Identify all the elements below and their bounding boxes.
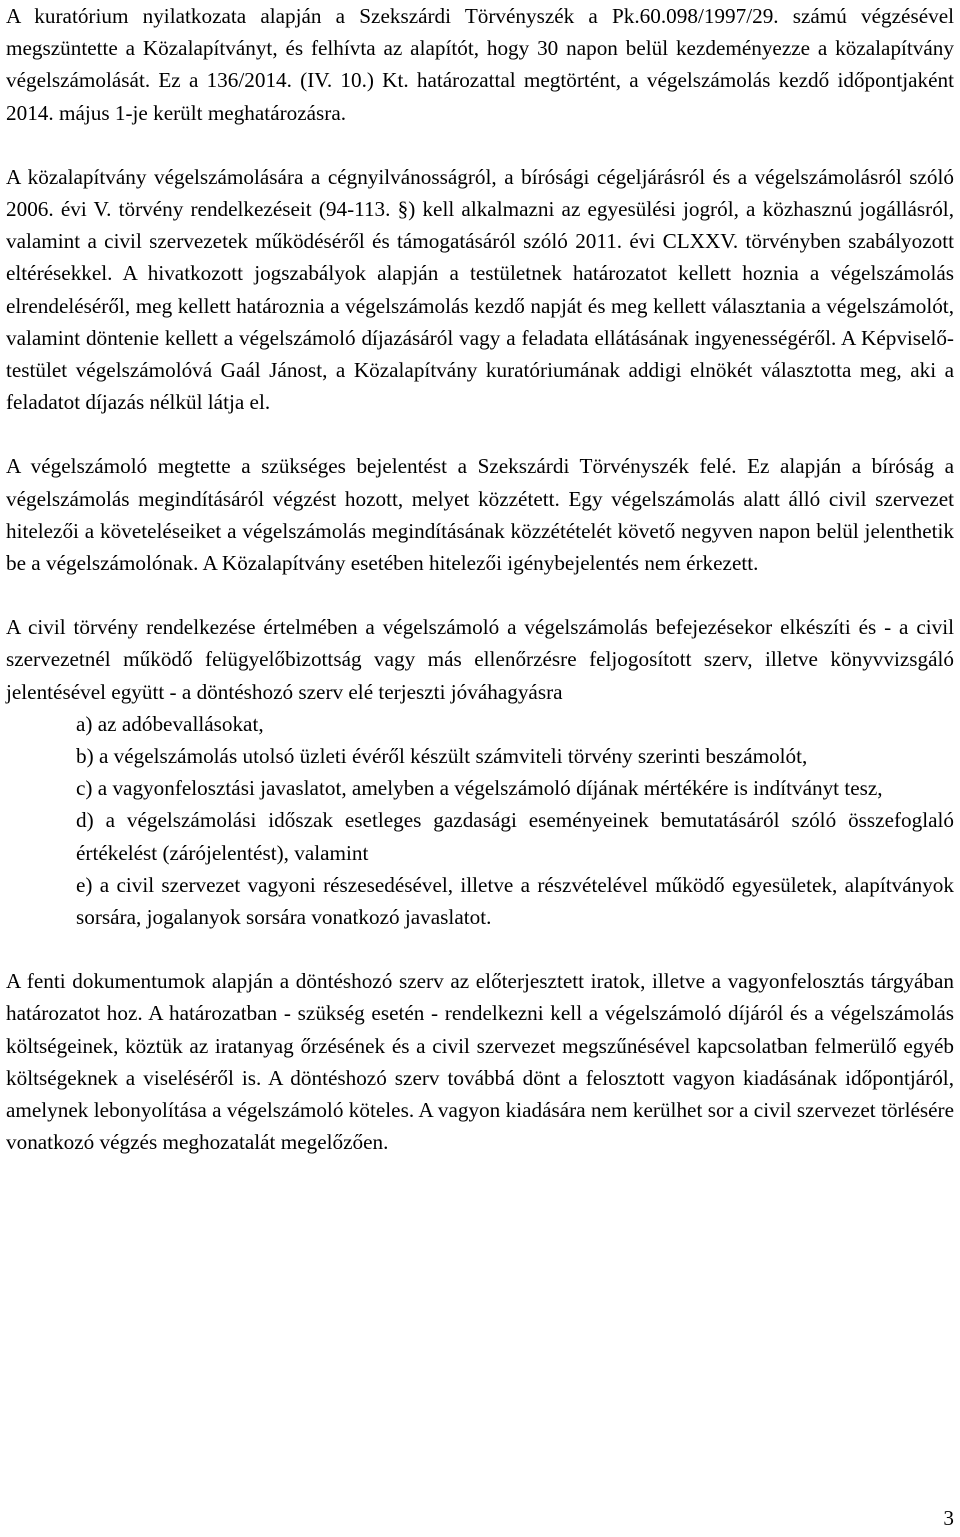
list-item: e) a civil szervezet vagyoni részesedésével, illetve a részvételével működő egyesületek, alapítványok sorsára, jogalanyok sorsára vonatkozó javaslatot.	[76, 872, 954, 930]
paragraph-dissolution: A kuratórium nyilatkozata alapján a Szekszárdi Törvényszék a Pk.60.098/1997/29. számú végzésével megszüntette a Közalapítványt, és felhívta az alapítót, hogy 30 napon belül kezdeményezze a közalapítvány végelszámolását. Ez a 136/2014. (IV. 10.) Kt. határozattal megtörtént, a végelszámolás kezdő időpontjaként 2014. május 1-je került meghatározásra.	[6, 4, 954, 125]
paragraph-civil-law: A civil törvény rendelkezése értelmében a végelszámoló a végelszámolás befejezésekor elkészíti és - a civil szervezetnél működő felügyelőbizottság vagy más ellenőrzésre feljogosított szerv, illetve könyvvizsgáló jelentésével együtt - a döntéshozó szerv elé terjeszti jóváhagyásra	[6, 615, 954, 704]
list-item: d) a végelszámolási időszak esetleges gazdasági eseményeinek bemutatásáról szóló összefoglaló értékelést (zárójelentést), valamint	[76, 808, 954, 865]
paragraph-court-notification: A végelszámoló megtette a szükséges bejelentést a Szekszárdi Törvényszék felé. Ez alapján a bíróság a végelszámolás megindításáról végzést hozott, melyet közzétett. Egy végelszámolás alatt álló civil szervezet hitelezői a követeléseiket a végelszámolás megindításának közzétételét követő negyven napon belül jelenthetik be a végelszámolónak. A Közalapítvány esetében hitelezői igénybejelentés nem érkezett.	[6, 454, 954, 576]
list-item: a) az adóbevallásokat,	[76, 711, 264, 736]
list-item: b) a végelszámolás utolsó üzleti évéről készült számviteli törvény szerinti beszámolót,	[76, 744, 808, 769]
document-list	[6, 708, 954, 933]
paragraph-closing: A fenti dokumentumok alapján a döntéshozó szerv az előterjesztett iratok, illetve a vagyonfelosztás tárgyában határozatot hoz. A határozatban - szükség esetén - rendelkezni kell a végelszámoló díjáról és a végelszámolás költségeinek, köztük az iratanyag őrzésének és a civil szervezet megszűnésével kapcsolatban felmerülő egyéb költségeknek a viseléséről is. A döntéshozó szerv továbbá dönt a felosztott vagyon kiadásának időpontjáról, amelynek lebonyolítása a végelszámoló köteles. A vagyon kiadására nem kerülhet sor a civil szervezet törlésére vonatkozó végzés meghozatalát megelőzően.	[6, 969, 954, 1155]
paragraph-legal-basis: A közalapítvány végelszámolására a cégnyilvánosságról, a bírósági cégeljárásról és a végelszámolásról szóló 2006. évi V. törvény rendelkezéseit (94-113. §) kell alkalmazni az egyesülési jogról, a közhasznú jogállásról, valamint a civil szervezetek működéséről és támogatásáról szóló 2011. évi CLXXV. törvényben szabályozott eltérésekkel. A hivatkozott jogszabályok alapján a testületnek határozatot kellett hoznia a végelszámolás elrendeléséről, meg kellett határoznia a végelszámolás kezdő napját és meg kellett választania a végelszámolót, valamint döntenie kellett a végelszámoló díjazásáról vagy a feladata ellátásának ingyenességéről. A Képviselő-testület végelszámolóvá Gaál Jánost, a Közalapítvány kuratóriumának addigi elnökét választotta meg, aki a feladatot díjazás nélkül látja el.	[6, 164, 954, 415]
list-item: c) a vagyonfelosztási javaslatot, amelyben a végelszámoló díjának mértékére is indítványt tesz,	[76, 776, 883, 801]
page-number: 3	[943, 1506, 954, 1530]
document-page	[6, 0, 954, 1159]
